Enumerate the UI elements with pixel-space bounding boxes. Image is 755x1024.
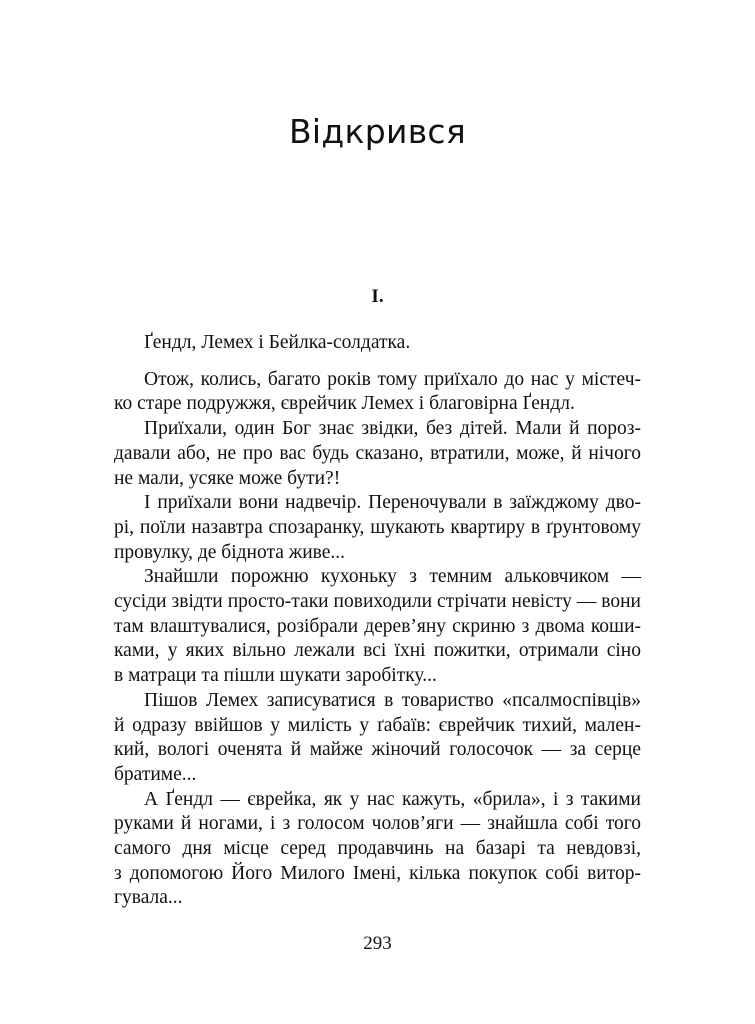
text-line: гувала... [114,887,183,909]
text-line: І приїхали вони надвечір. Переночували в заїжджому дво- [144,492,641,514]
text-line: Пішов Лемех записуватися в товариство «псалмоспівців» [144,689,641,711]
text-line: в матраци та пішли шукати заробітку... [114,665,437,687]
text-line: Приїхали, один Бог знає звідки, без дітей. Мали й пороз- [144,418,641,440]
text-line: Отож, колись, багато років тому приїхало до нас у містеч- [144,368,641,390]
text-line: сусіди звідти просто-таки повиходили стрічати невісту — вони [114,591,641,613]
text-line: кий, вологі оченята й майже жіночий голосочок — за серце [114,739,641,761]
text-line: братиме... [114,763,197,785]
text-line: самого дня місце серед продавчинь на базарі та невдовзі, [114,838,641,860]
text-line: А Ґендл — єврейка, як у нас кажуть, «брила», і з такими [144,788,641,810]
text-line: там влаштувалися, розібрали дерев’яну скриню з двома коши- [114,615,641,637]
text-line: рі, поїли назавтра спозаранку, шукають квартиру в ґрунтовому [114,516,641,538]
text-line: й одразу ввійшов у милість у ґабаїв: єврейчик тихий, мален- [114,714,641,736]
text-line: ками, у яких вільно лежали всі їхні пожитки, отримали сіно [114,640,641,662]
text-line: Знайшли порожню кухоньку з темним альковчиком — [144,566,641,588]
text-line: не мали, усяке може бути?! [114,467,341,489]
paragraph-gap [114,356,641,368]
chapter-title: Відкрився [288,112,467,151]
text-line: Ґендл, Лемех і Бейлка-солдатка. [144,332,411,353]
text-line: давали або, не про вас будь сказано, втратили, може, й нічого [114,442,641,464]
text-line: з допомогою Його Милого Імені, кілька покупок собі витор- [114,862,641,884]
text-line: руками й ногами, і з голосом чолов’яги — знайшла собі того [114,813,641,835]
page-number: 293 [363,933,392,954]
text-line: провулку, де біднота живе... [114,541,346,563]
text-line: ко старе подружжя, єврейчик Лемех і благовірна Ґендл. [114,393,575,415]
section-number: I. [371,286,384,307]
body-text [114,331,641,911]
